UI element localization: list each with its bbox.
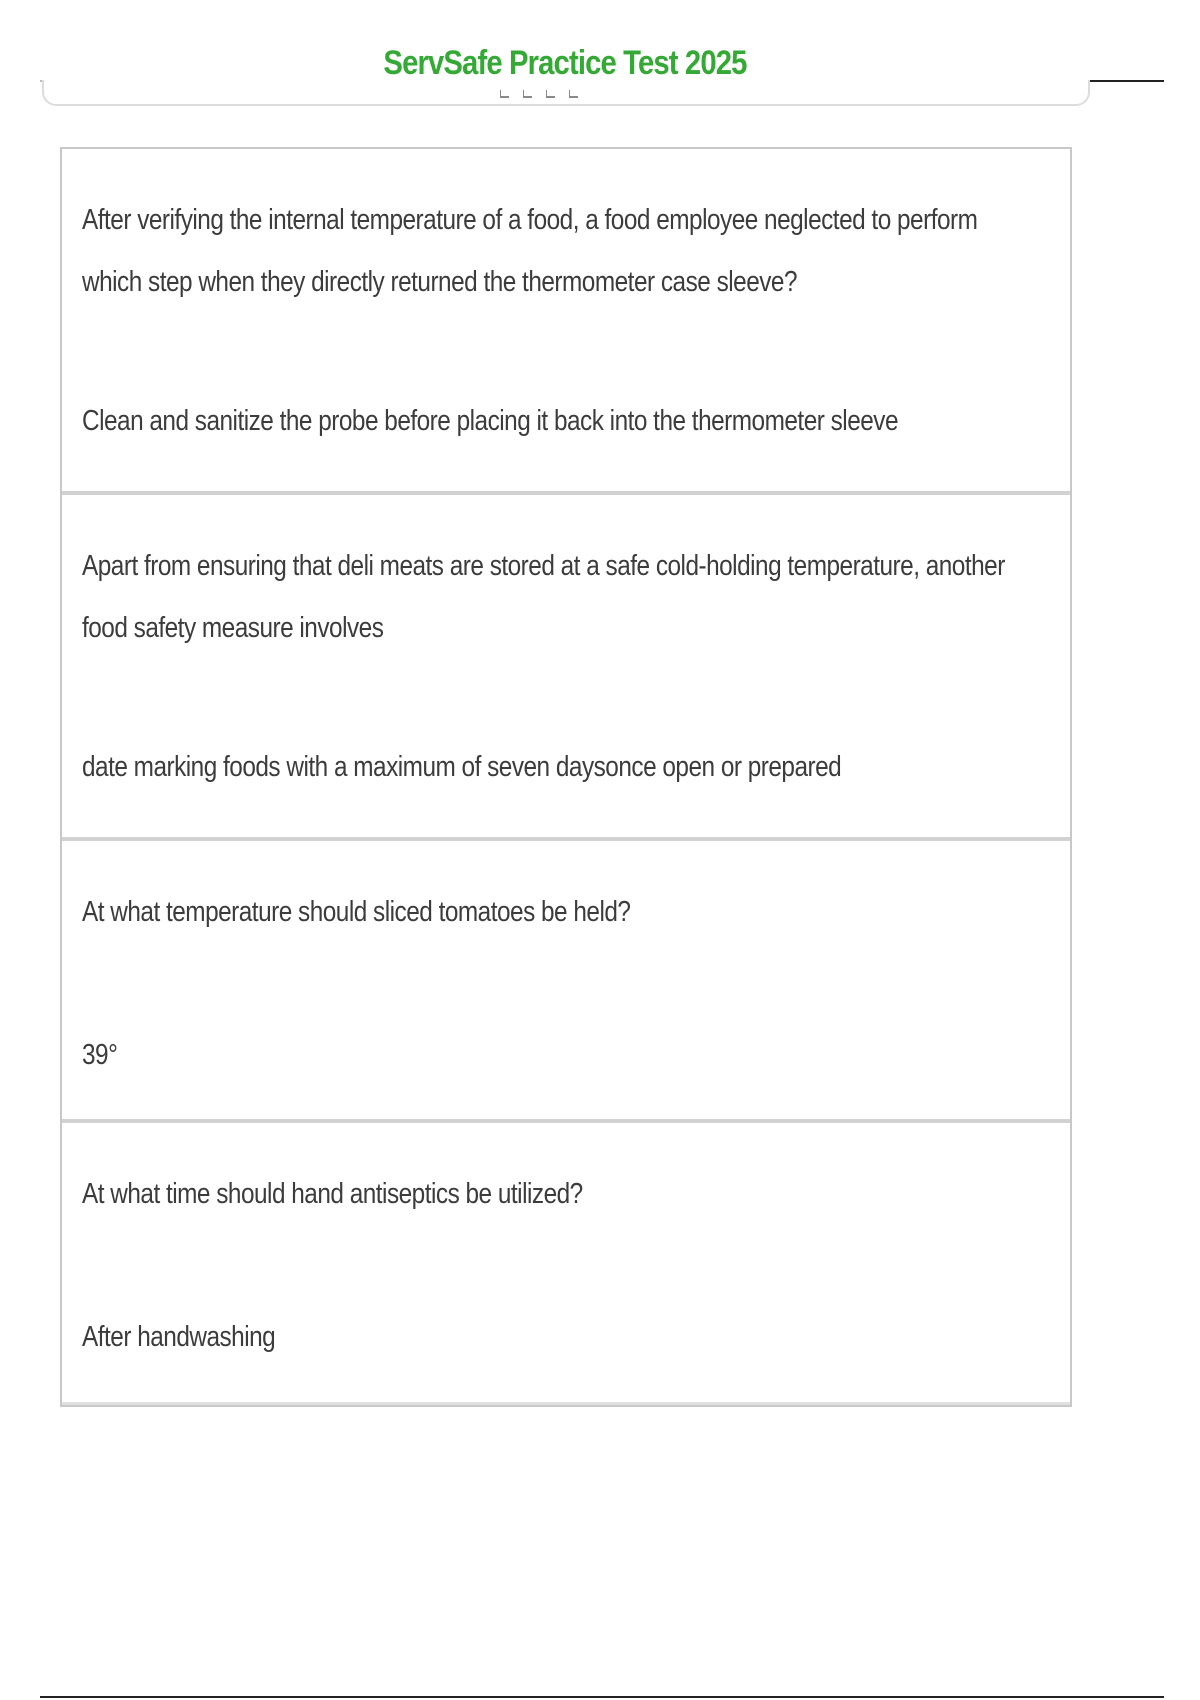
header-mark: [500, 90, 509, 98]
flashcard[interactable]: [62, 495, 1070, 841]
flashcard-list: [60, 147, 1072, 1407]
header-mark: [569, 90, 578, 98]
card-answer: 39°: [82, 1039, 118, 1071]
card-answer: Clean and sanitize the probe before placing it back into the thermometer sleeve: [82, 405, 899, 437]
page-title: ServSafe Practice Test 2025: [383, 44, 747, 82]
footer-divider: [40, 1696, 1164, 1698]
header-divider-right: [1090, 80, 1164, 82]
card-answer: After handwashing: [82, 1321, 276, 1353]
card-question: At what time should hand antiseptics be utilized?: [82, 1178, 583, 1210]
card-question: At what temperature should sliced tomatoes be held?: [82, 896, 631, 928]
card-question: Apart from ensuring that deli meats are stored at a safe cold-holding temperature, another food safety measure involves: [82, 550, 1005, 644]
flashcard[interactable]: [62, 1123, 1070, 1405]
card-answer: date marking foods with a maximum of seven daysonce open or prepared: [82, 751, 842, 783]
header-decoration: [500, 90, 610, 100]
card-question: After verifying the internal temperature of a food, a food employee neglected to perform which step when they directly returned the thermometer case sleeve?: [82, 204, 978, 298]
flashcard[interactable]: [62, 841, 1070, 1123]
header-mark: [523, 90, 532, 98]
header-mark: [546, 90, 555, 98]
flashcard[interactable]: [62, 149, 1070, 495]
